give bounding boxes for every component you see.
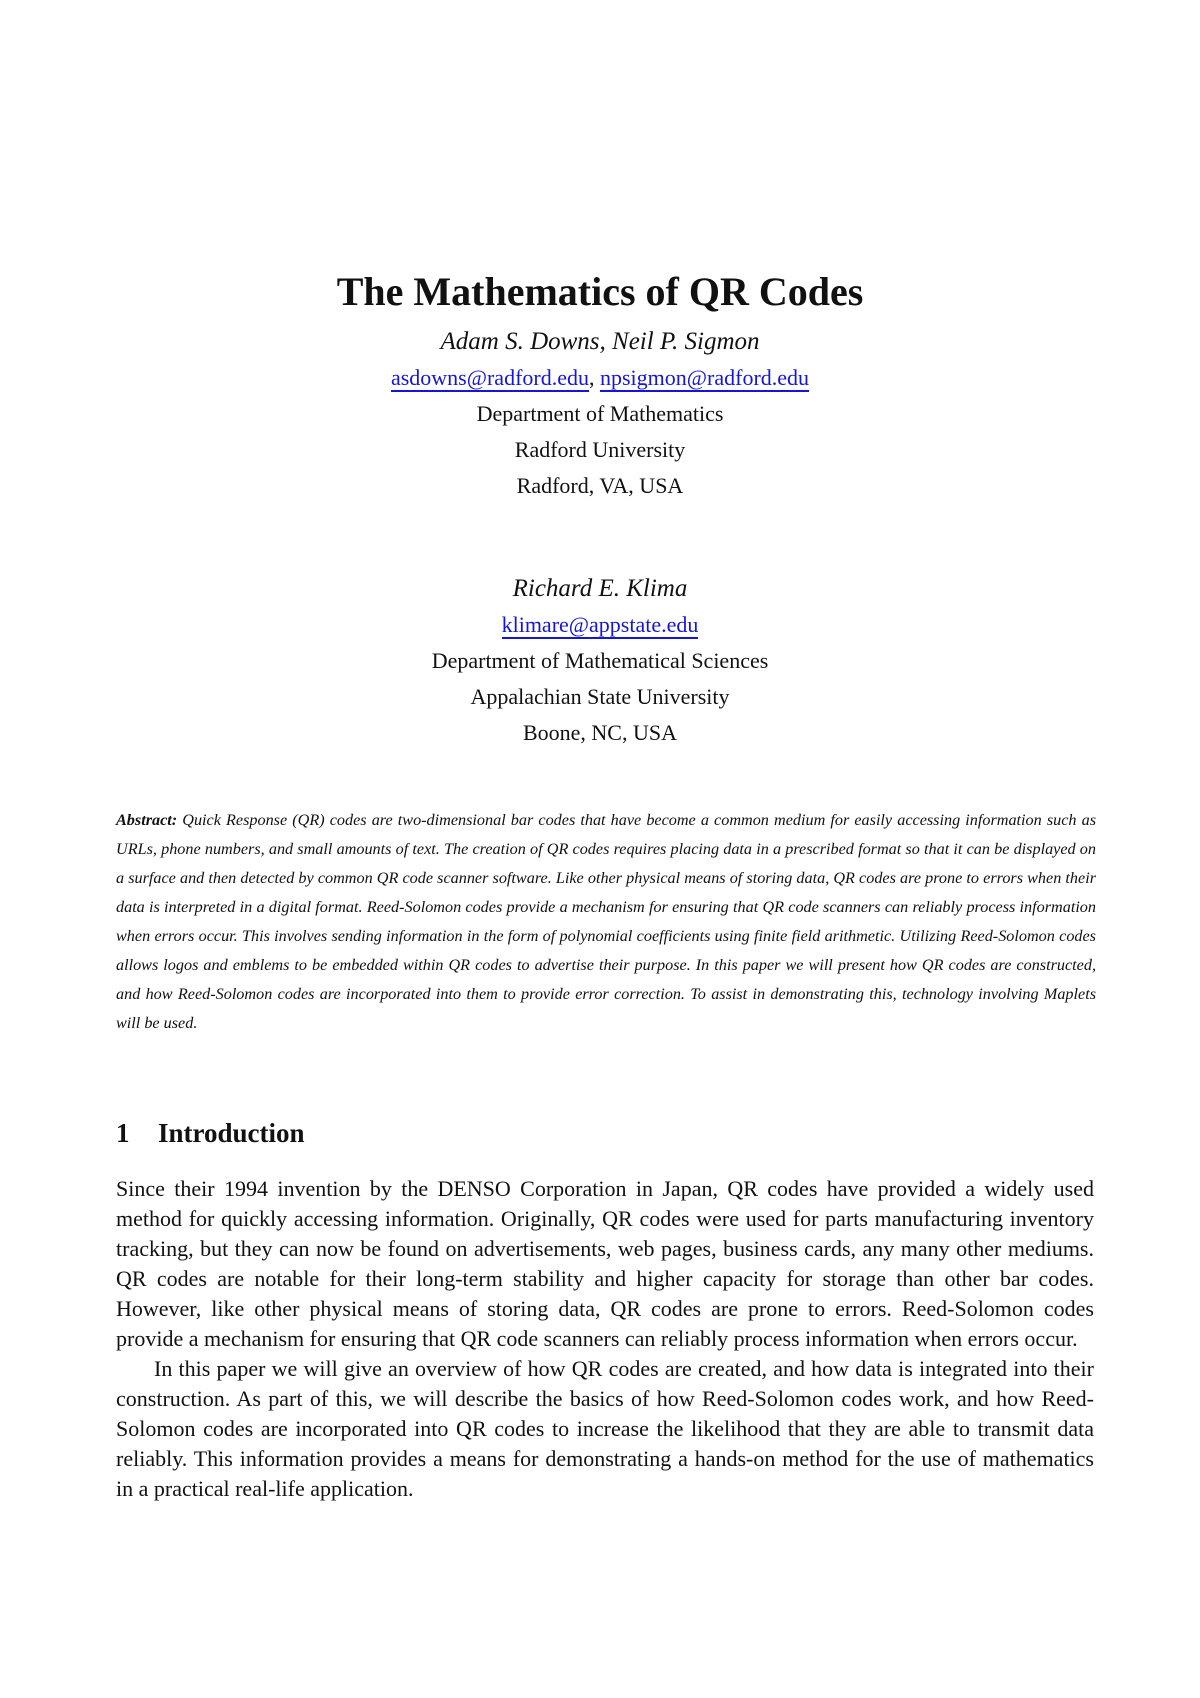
affiliation-university: Appalachian State University [470, 684, 730, 709]
body-paragraph: Since their 1994 invention by the DENSO Corporation in Japan, QR codes have provided a widely used method for quickly accessing information. Originally, QR codes were used for parts manufacturing inventory tracking, but they can now be found on advertisements, web pages, business cards, any many other mediums. QR codes are notable for their long-term stability and higher capacity for storage than other bar codes. However, like other physical means of storing data, QR codes are prone to errors. Reed-Solomon codes provide a mechanism for ensuring that QR code scanners can reliably process information when errors occur. [116, 1176, 1094, 1351]
abstract [116, 806, 1096, 1038]
email-separator: , [588, 365, 600, 390]
section-number: 1 [116, 1118, 130, 1148]
affiliation-location: Radford, VA, USA [516, 473, 684, 498]
section-title: Introduction [158, 1118, 305, 1148]
section-heading-introduction [116, 1118, 305, 1149]
email-link-npsigmon[interactable]: npsigmon@radford.edu [599, 365, 810, 390]
author-names: Richard E. Klima [512, 575, 688, 602]
section-body-introduction [116, 1174, 1094, 1504]
author-group-radford [0, 324, 1200, 504]
paper-title: The Mathematics of QR Codes [336, 269, 864, 314]
body-paragraph: In this paper we will give an overview of how QR codes are created, and how data is integrated into their construction. As part of this, we will describe the basics of how Reed-Solomon codes work, and how Reed-Solomon codes are incorporated into QR codes to increase the likelihood that they are able to transmit data reliably. This information provides a means for demonstrating a hands-on method for the use of mathematics in a practical real-life application. [116, 1356, 1094, 1501]
affiliation-location: Boone, NC, USA [522, 720, 677, 745]
affiliation-university: Radford University [514, 437, 686, 462]
affiliation-department: Department of Mathematical Sciences [431, 648, 769, 673]
abstract-text: Quick Response (QR) codes are two-dimensional bar codes that have become a common medium for easily accessing information such as URLs, phone numbers, and small amounts of text. The creation of QR codes requires placing data in a prescribed format so that it can be displayed on a surface and then detected by common QR code scanner software. Like other physical means of storing data, QR codes are prone to errors when their data is interpreted in a digital format. Reed-Solomon codes provide a mechanism for ensuring that QR code scanners can reliably process information when errors occur. This involves sending information in the form of polynomial coefficients using finite field arithmetic. Utilizing Reed-Solomon codes allows logos and emblems to be embedded within QR codes to advertise their purpose. In this paper we will present how QR codes are constructed, and how Reed-Solomon codes are incorporated into them to provide error correction. To assist in demonstrating this, technology involving Maplets will be used. [116, 811, 1096, 1032]
author-group-appstate [0, 571, 1200, 751]
author-names: Adam S. Downs, Neil P. Sigmon [440, 328, 760, 355]
author-emails [0, 360, 1200, 396]
author-emails [0, 607, 1200, 643]
abstract-label: Abstract: [116, 811, 178, 829]
email-link-klimare[interactable]: klimare@appstate.edu [501, 612, 699, 637]
email-link-asdowns[interactable]: asdowns@radford.edu [390, 365, 589, 390]
affiliation-department: Department of Mathematics [476, 401, 724, 426]
